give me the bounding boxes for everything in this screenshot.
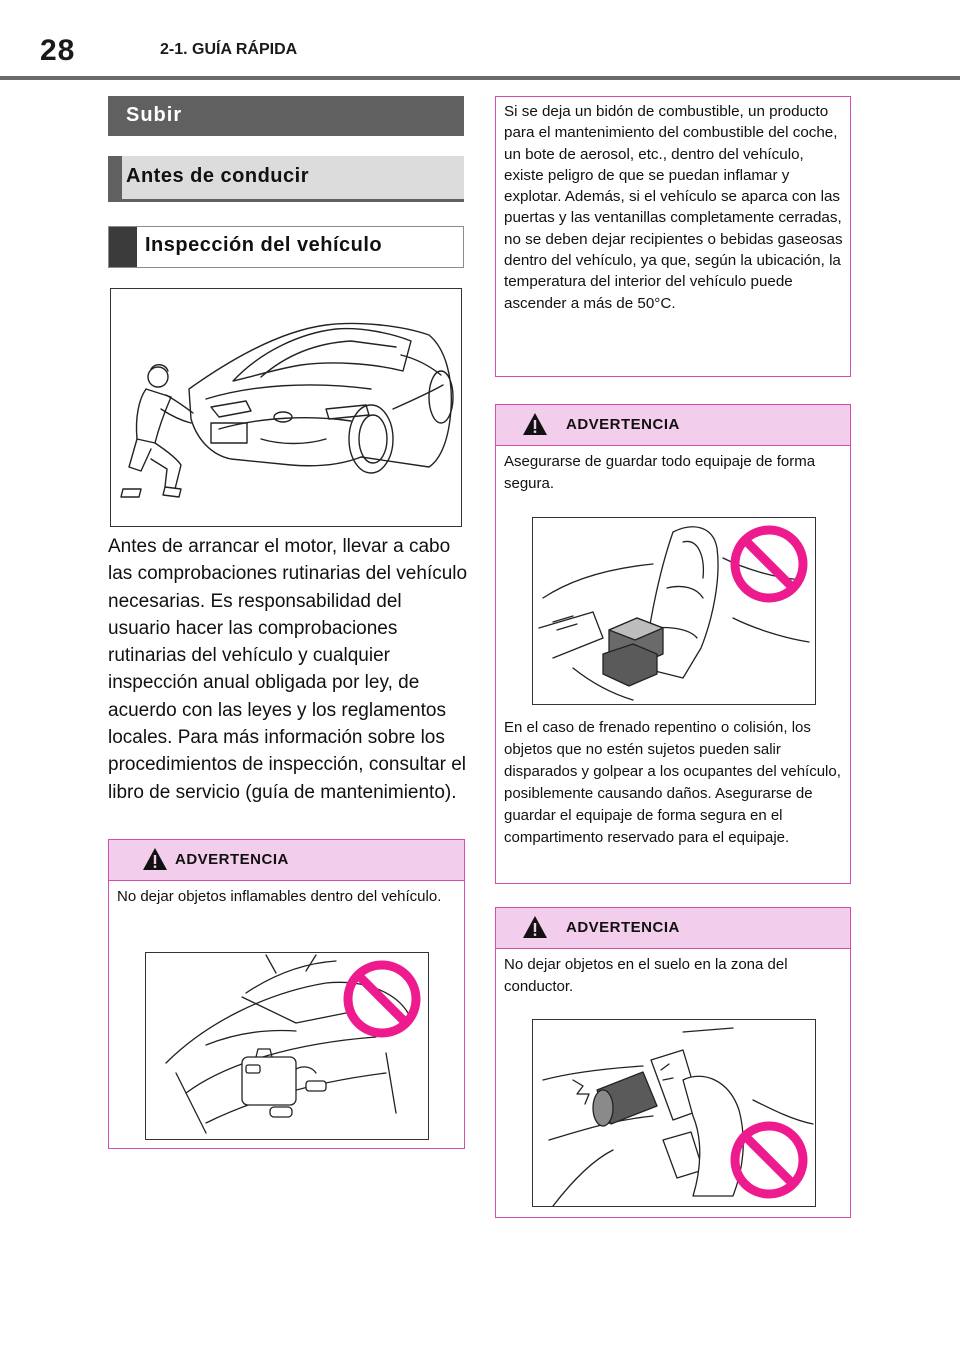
heading-subir-label: Subir	[126, 104, 183, 126]
warning-box-flammables	[108, 839, 465, 1149]
heading-inspeccion	[108, 226, 464, 268]
warning-box-floor	[495, 907, 851, 1218]
prohibition-icon	[342, 959, 422, 1039]
warning-title: ADVERTENCIA	[566, 416, 680, 433]
heading-antes-label: Antes de conducir	[126, 165, 309, 187]
page-header	[0, 0, 960, 80]
warning-triangle-icon	[522, 915, 548, 939]
warning-text: No dejar objetos inflamables dentro del vehículo.	[117, 888, 442, 905]
warning-header	[496, 405, 850, 446]
inspection-paragraph-text: Antes de arrancar el motor, llevar a cabo las comprobaciones rutinarias del vehículo necesarias. Es responsabilidad del usuario hacer las comprobaciones rutinarias del vehículo y cualquier inspección anual obligada por ley, de acuerdo con las leyes y los reglamentos locales. Para más información sobre los procedimientos de inspección, consultar el libro de servicio (guía de mantenimiento).	[108, 536, 468, 803]
prohibition-icon	[729, 524, 809, 604]
vehicle-inspection-illustration	[110, 288, 462, 527]
prohibition-icon	[729, 1120, 809, 1200]
warning-triangle-icon	[142, 847, 168, 871]
heading-stripe	[108, 156, 122, 199]
header-divider	[0, 76, 960, 80]
warning-text-detail: En el caso de frenado repentino o colisión, los objetos que no estén sujetos pueden salir disparados y golpear a los ocupantes del vehículo, posiblemente causando daños. Asegurarse de guardar el equipaje de forma segura en el compartimento reservado para el equipaje.	[504, 719, 841, 846]
warning-continued-box	[495, 96, 851, 377]
warning-title: ADVERTENCIA	[566, 919, 680, 936]
heading-stripe	[109, 227, 137, 267]
heading-antes-de-conducir	[108, 156, 464, 202]
section-title: 2-1. GUÍA RÁPIDA	[160, 41, 298, 58]
warning-header	[109, 840, 464, 881]
warning-title: ADVERTENCIA	[175, 851, 289, 868]
heading-subir	[108, 96, 464, 136]
warning-text: No dejar objetos en el suelo en la zona del conductor.	[504, 956, 788, 995]
heading-inspeccion-label: Inspección del vehículo	[145, 234, 383, 256]
seat-luggage-illustration	[532, 517, 816, 705]
warning-header	[496, 908, 850, 949]
inspection-paragraph	[108, 533, 468, 806]
warning-text: Asegurarse de guardar todo equipaje de forma segura.	[504, 453, 816, 492]
warning-triangle-icon	[522, 412, 548, 436]
page-number: 28	[40, 34, 76, 67]
floor-object-illustration	[532, 1019, 816, 1207]
warning-continued-text: Si se deja un bidón de combustible, un producto para el mantenimiento del combustible del coche, un bote de aerosol, etc., dentro del vehículo, existe peligro de que se puedan inflamar y explotar. Además, si el vehículo se aparca con las puertas y las ventanillas completamente cerradas, no se deben dejar recipientes o bebidas gaseosas dentro del vehículo, ya que, según la ubicación, la temperatura del interior del vehículo puede ascender a más de 50°C.	[504, 103, 843, 312]
trunk-illustration	[145, 952, 429, 1140]
warning-box-luggage	[495, 404, 851, 884]
